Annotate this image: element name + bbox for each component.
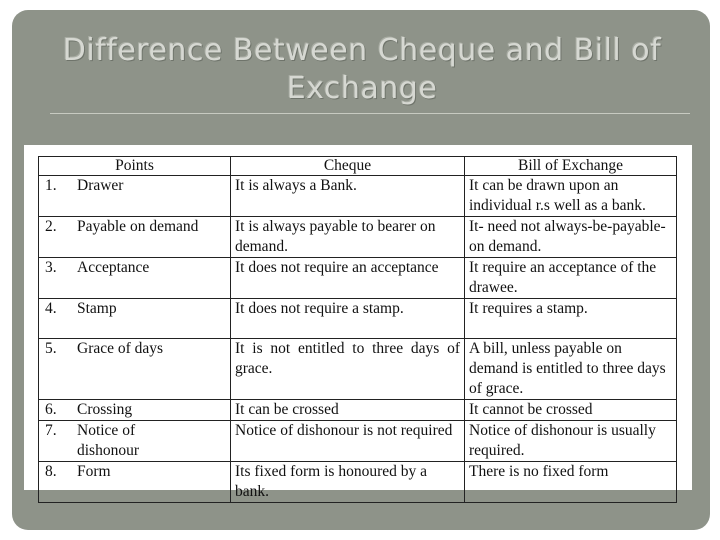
- point-label: Crossing: [77, 401, 133, 418]
- bill-cell: There is no fixed form: [465, 462, 677, 503]
- point-cell: [39, 176, 231, 217]
- title-divider: [50, 113, 690, 114]
- cheque-cell: It does not require a stamp.: [231, 299, 465, 339]
- point-cell: [39, 339, 231, 400]
- cheque-cell: It is always payable to bearer on demand.: [231, 217, 465, 258]
- table-row: [39, 421, 677, 462]
- point-number: 7.: [45, 422, 57, 439]
- table-row: [39, 462, 677, 503]
- slide-title-line-1: Difference Between Cheque and Bill of: [62, 33, 662, 68]
- table-image-panel: [24, 145, 692, 500]
- point-number: 8.: [45, 463, 57, 480]
- point-cell: [39, 421, 231, 462]
- header-points: Points: [39, 157, 231, 176]
- cheque-cell: It can be crossed: [231, 400, 465, 421]
- table-row: [39, 400, 677, 421]
- slide-title: [52, 32, 672, 108]
- header-bill-of-exchange: Bill of Exchange: [465, 157, 677, 176]
- point-label: Form: [77, 463, 111, 480]
- point-number: 2.: [45, 218, 57, 235]
- point-label: Notice of dishonour: [77, 422, 139, 459]
- table-row: [39, 176, 677, 217]
- cheque-cell: It does not require an acceptance: [231, 258, 465, 299]
- point-cell: [39, 299, 231, 339]
- point-cell: [39, 217, 231, 258]
- bill-cell: It require an acceptance of the drawee.: [465, 258, 677, 299]
- bill-cell: It cannot be crossed: [465, 400, 677, 421]
- point-number: 5.: [45, 340, 57, 357]
- slide-title-line-2: Exchange: [286, 71, 438, 106]
- table-row: [39, 258, 677, 299]
- point-label: Drawer: [77, 177, 124, 194]
- header-cheque: Cheque: [231, 157, 465, 176]
- point-number: 6.: [45, 401, 57, 418]
- point-label: Grace of days: [77, 340, 164, 357]
- table-row: [39, 299, 677, 339]
- cheque-cell: It is always a Bank.: [231, 176, 465, 217]
- cheque-cell: Its fixed form is honoured by a bank.: [231, 462, 465, 503]
- cheque-cell: Notice of dishonour is not required: [231, 421, 465, 462]
- bill-cell: It can be drawn upon an individual r.s well as a bank.: [465, 176, 677, 217]
- point-number: 1.: [45, 177, 57, 194]
- cheque-cell: It is not entitled to three days of grace.: [231, 339, 465, 400]
- bill-cell: It- need not always-be-payable-on demand.: [465, 217, 677, 258]
- point-cell: [39, 258, 231, 299]
- bill-cell: A bill, unless payable on demand is entitled to three days of grace.: [465, 339, 677, 400]
- bill-cell: It requires a stamp.: [465, 299, 677, 339]
- table-header-row: [39, 157, 677, 176]
- point-label: Acceptance: [77, 259, 150, 276]
- point-cell: [39, 400, 231, 421]
- point-label: Payable on demand: [77, 218, 199, 235]
- table-row: [39, 339, 677, 400]
- point-number: 3.: [45, 259, 57, 276]
- point-number: 4.: [45, 300, 57, 317]
- point-cell: [39, 462, 231, 503]
- table-row: [39, 217, 677, 258]
- point-label: Stamp: [77, 300, 117, 317]
- comparison-table: [38, 156, 677, 503]
- bill-cell: Notice of dishonour is usually required.: [465, 421, 677, 462]
